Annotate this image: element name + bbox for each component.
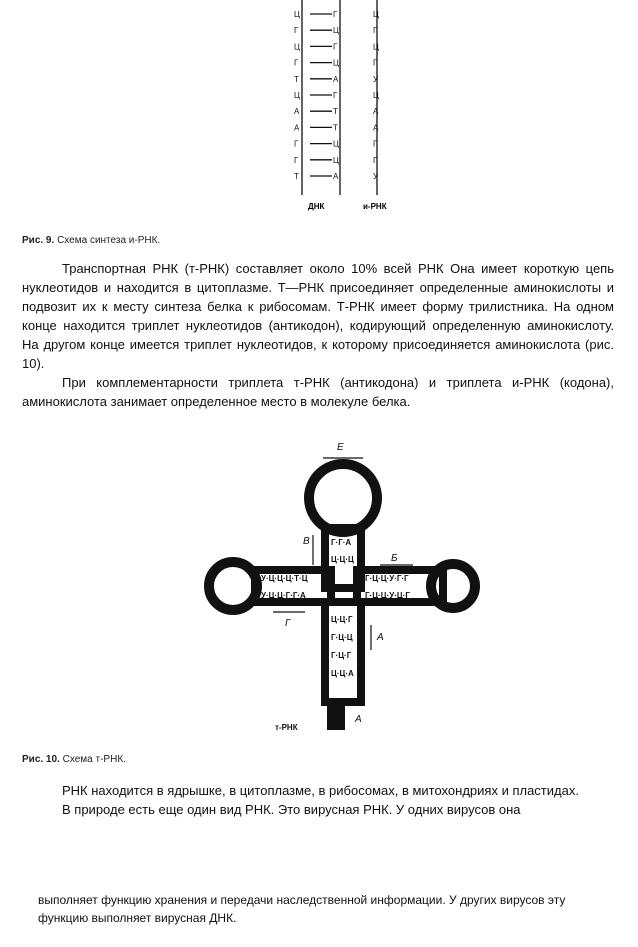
dna-right-base: А bbox=[333, 74, 339, 84]
dna-left-base: Г bbox=[294, 58, 299, 68]
figure-9-caption-text: Схема синтеза и-РНК. bbox=[57, 235, 161, 246]
mrna-base: Г bbox=[373, 139, 378, 149]
mrna-base: Г bbox=[373, 58, 378, 68]
mrna-base: А bbox=[373, 123, 379, 133]
label-a-end: А bbox=[355, 714, 362, 725]
dna-left-base: А bbox=[294, 107, 300, 117]
mrna-base: Г bbox=[373, 26, 378, 36]
bottom-stem-bases-3: Г·Ц·Г bbox=[331, 651, 352, 660]
trna-top-loop bbox=[309, 464, 377, 532]
paragraph-4: В природе есть еще один вид РНК. Это вирусная РНК. У одних вирусов она bbox=[62, 802, 521, 817]
dna-left-base: Ц bbox=[294, 91, 300, 100]
dna-left-base: Г bbox=[294, 26, 299, 36]
mrna-base: У bbox=[373, 172, 379, 181]
dna-right-base: Т bbox=[333, 123, 338, 133]
mrna-base: Ц bbox=[373, 42, 379, 52]
figure-9-caption bbox=[22, 235, 160, 246]
trna-terminal-block bbox=[327, 702, 345, 730]
stem-top-bases-1: Г·Г·А bbox=[331, 538, 352, 547]
label-dna: ДНК bbox=[308, 202, 325, 211]
bottom-stem-bases-4: Ц·Ц·А bbox=[331, 669, 354, 678]
label-e: Е bbox=[337, 442, 344, 453]
figure-10 bbox=[195, 440, 485, 740]
text-block-2 bbox=[22, 781, 614, 819]
mrna-base: Г bbox=[373, 155, 378, 165]
dna-left-base: Т bbox=[294, 74, 299, 84]
dna-right-base: Ц bbox=[333, 155, 339, 165]
label-v: В bbox=[303, 536, 310, 547]
paragraph-3: РНК находится в ядрышке, в цитоплазме, в рибосомах, в митохондриях и пластидах. bbox=[62, 783, 579, 798]
figure-9-caption-number: Рис. 9. bbox=[22, 235, 55, 246]
dna-left-base: Ц bbox=[294, 10, 300, 19]
dna-left-base: А bbox=[294, 123, 300, 133]
trna-left-loop bbox=[209, 562, 257, 610]
label-g: Г bbox=[285, 618, 291, 629]
bottom-stem-bases-2: Г·Ц·Ц bbox=[331, 633, 353, 642]
dna-left-base: Г bbox=[294, 139, 299, 149]
label-mrna: и-РНК bbox=[363, 202, 387, 211]
dna-right-base: Ц bbox=[333, 26, 339, 36]
right-arm-bases-1: Г·Ц·Ц·У·Г·Г bbox=[365, 574, 409, 583]
figure-9-diagram bbox=[270, 0, 410, 215]
paragraph-2: При комплементарности триплета т-РНК (антикодона) и триплета и-РНК (кодона), аминокислота занимает определенное место в молекуле белка. bbox=[22, 375, 614, 409]
label-b: Б bbox=[391, 553, 398, 564]
bottom-stem-bases-1: Ц·Ц·Г bbox=[331, 615, 353, 624]
dna-right-base: Т bbox=[333, 107, 338, 117]
figure-10-caption bbox=[22, 754, 126, 765]
dna-left-base: Г bbox=[294, 155, 299, 165]
dna-right-base: Г bbox=[333, 10, 338, 19]
mrna-base: А bbox=[373, 107, 379, 117]
dna-left-base: Ц bbox=[294, 42, 300, 52]
mrna-base: У bbox=[373, 74, 379, 84]
dna-right-base: Ц bbox=[333, 58, 339, 68]
stem-top-bases-2: Ц·Ц·Ц bbox=[331, 555, 354, 564]
figure-10-diagram bbox=[195, 440, 485, 740]
label-a-side: А bbox=[377, 632, 384, 643]
text-block-1 bbox=[22, 259, 614, 411]
dna-left-base: Т bbox=[294, 172, 299, 181]
dna-right-base: Г bbox=[333, 42, 338, 52]
figure-10-caption-text: Схема т-РНК. bbox=[62, 754, 126, 765]
left-arm-bases-1: У·Ц·Ц·Ц·Т·Ц bbox=[261, 574, 308, 583]
mrna-base: Ц bbox=[373, 91, 379, 100]
left-arm-bases-2: У·Ц·Ц·Г·Г·А bbox=[261, 591, 306, 600]
mrna-base: Ц bbox=[373, 10, 379, 19]
text-block-3 bbox=[38, 891, 598, 927]
right-arm-bases-2: Г·Ц·Ц·У·Ц·Г bbox=[365, 591, 410, 600]
paragraph-1: Транспортная РНК (т-РНК) составляет около 10% всей РНК Она имеет короткую цепь нуклеотидов и находится в цитоплазме. Т—РНК присоединяет определенные аминокислоты и подвозит их к месту синтеза белка к рибосомам. Т-РНК имеет форму трилистника. На одном конце находится триплет нуклеотидов (антикодон), кодирующий определенную аминокислоту. На другом конце имеется триплет нуклеотидов, к которому присоединяется аминокислота (рис. 10). bbox=[22, 261, 614, 371]
dna-right-base: Ц bbox=[333, 139, 339, 149]
figure-9 bbox=[270, 0, 410, 215]
trna-right-loop bbox=[431, 564, 475, 608]
paragraph-5: выполняет функцию хранения и передачи наследственной информации. У других вирусов эту функцию выполняет вирусная ДНК. bbox=[38, 893, 566, 925]
dna-right-base: Г bbox=[333, 91, 338, 100]
figure-10-caption-number: Рис. 10. bbox=[22, 754, 60, 765]
dna-right-base: А bbox=[333, 172, 339, 181]
label-trna: т-РНК bbox=[275, 723, 298, 732]
